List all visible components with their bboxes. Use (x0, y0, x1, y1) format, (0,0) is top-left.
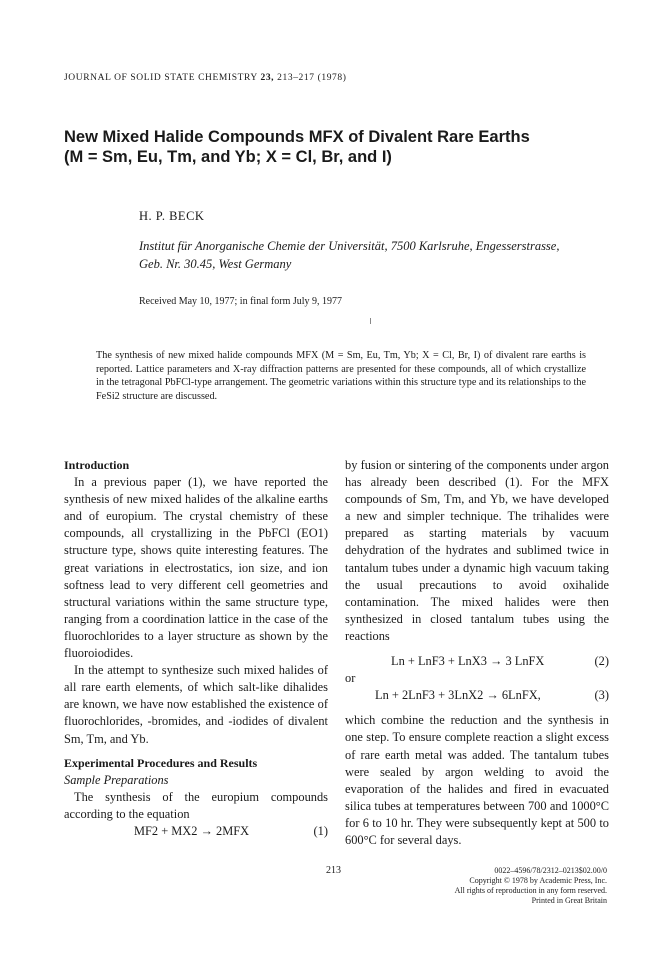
abstract: The synthesis of new mixed halide compounds MFX (M = Sm, Eu, Tm, Yb; X = Cl, Br, I) of divalent rare earths is reported. Lattice parameters and X-ray diffraction patterns are presented for these compounds, all of which crystallize in the tetragonal PbFCl-type arrangement. The geometric variations within this structure type and its relationships to the FeSi2 structure are discussed. (96, 350, 586, 402)
equation-connector-or: or (345, 671, 356, 686)
affiliation-line-1: Institut für Anorganische Chemie der Universität, 7500 Karlsruhe, Engesserstrasse, (139, 239, 560, 253)
equation-2-body: Ln + LnF3 + LnX3 → 3 LnFX (391, 654, 545, 669)
journal-header (64, 73, 347, 83)
experimental-paragraph-1: The synthesis of the europium compounds according to the equation (64, 789, 328, 821)
author-name: H. P. BECK (139, 209, 205, 223)
equation-2 (345, 653, 609, 670)
right-column (345, 457, 609, 849)
printed-line: Printed in Great Britain (531, 896, 607, 905)
rights-line: All rights of reproduction in any form reserved. (454, 886, 607, 895)
section-heading-introduction: Introduction (64, 458, 130, 472)
equation-1-body: MF2 + MX2 → 2MFX (134, 823, 250, 838)
copyright-block (455, 866, 607, 906)
paper-title (64, 127, 530, 167)
subsection-heading-sample-preparations: Sample Preparations (64, 772, 169, 787)
title-line-2: (M = Sm, Eu, Tm, and Yb; X = Cl, Br, and I) (64, 148, 392, 166)
left-column (64, 457, 328, 840)
right-paragraph-2: which combine the reduction and the synthesis in one step. To ensure complete reaction a slight excess of rare earth metal was added. The tantalum tubes were sealed by argon welding to avoid the evaporation of the halides and fired in evacuated silica tubes at temperatures between 700 and 1000°C for 6 to 10 hr. They were subsequently kept at 500 to 600°C for several days. (345, 713, 609, 847)
intro-paragraph-2: In the attempt to synthesize such mixed halides of all rare earth elements, of which salt-like dihalides are known, we have now established the existence of fluorochlorides, -bromides, and -iodides of divalent Sm, Tm, and Yb. (64, 663, 328, 746)
equation-2-number: (2) (594, 654, 609, 669)
equation-3-number: (3) (594, 688, 609, 703)
journal-volume: 23, (260, 73, 275, 83)
section-heading-experimental: Experimental Procedures and Results (64, 755, 258, 770)
journal-name: JOURNAL OF SOLID STATE CHEMISTRY (64, 73, 258, 83)
equation-3-body: Ln + 2LnF3 + 3LnX2 → 6LnFX, (375, 688, 541, 703)
equation-1 (64, 823, 328, 840)
article-code: 0022–4596/78/2312–0213$02.00/0 (494, 866, 607, 875)
received-date: Received May 10, 1977; in final form July 9, 1977 (139, 296, 343, 307)
title-line-1: New Mixed Halide Compounds MFX of Divalent Rare Earths (64, 128, 530, 146)
right-paragraph-1: by fusion or sintering of the components under argon has already been described (1). For the MFX compounds of Sm, Tm, and Yb, we have developed a new and simpler technique. The trihalides were prepared as starting materials by vacuum dehydration of the hydrates and sublimed twice in tantalum tubes under a dynamic high vacuum taking the usual precautions to avoid oxihalide contamination. The mixed halides were then synthesized in closed tantalum tubes using the reactions (345, 458, 609, 643)
author-affiliation (139, 237, 609, 273)
affiliation-line-2: Geb. Nr. 30.45, West Germany (139, 257, 292, 271)
intro-paragraph-1: In a previous paper (1), we have reported the synthesis of new mixed halides of the alkaline earths and of europium. The crystal chemistry of these compounds, all crystallizing in the PbFCl (EO1) structure type, shows quite interesting features. The great variations in electrostatics, ion size, and ion softness lead to very different cell geometries and structural variations within the same structure type, ranging from a coordination lattice in the case of the fluorochlorides to a layer structure as shown by the fluoroiodides. (64, 475, 328, 661)
separator-mark (370, 318, 371, 324)
copyright-line: Copyright © 1978 by Academic Press, Inc. (469, 876, 607, 885)
journal-pages-year: 213–217 (1978) (277, 73, 347, 83)
page-number: 213 (326, 865, 341, 876)
equation-3 (345, 687, 609, 704)
equation-1-number: (1) (313, 823, 328, 838)
